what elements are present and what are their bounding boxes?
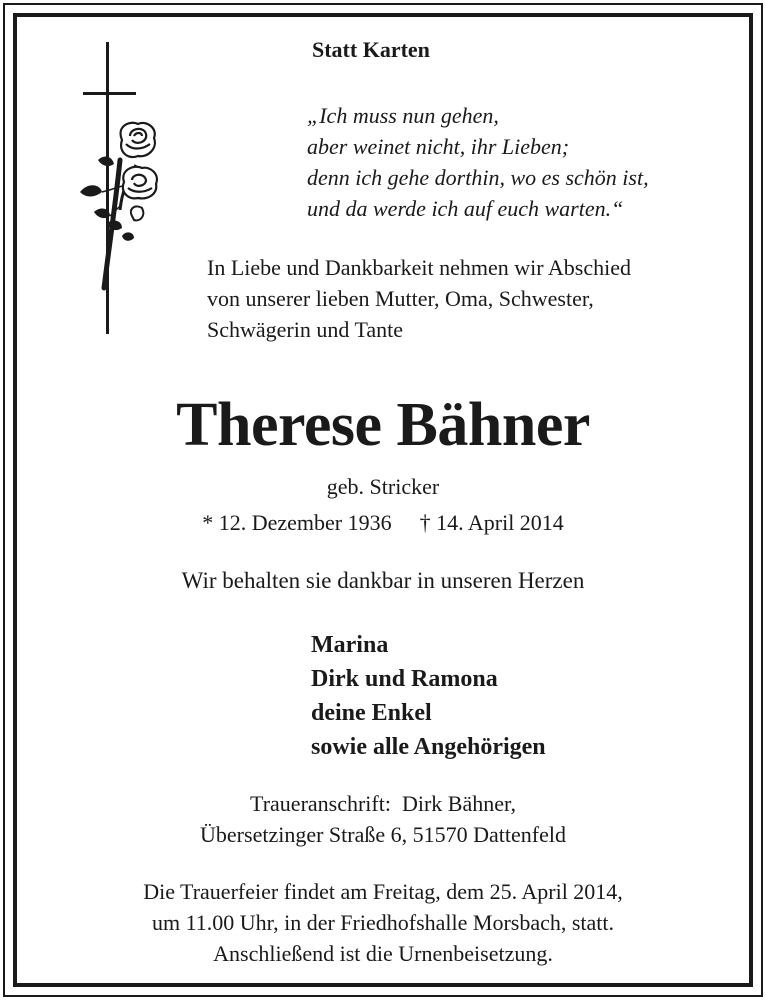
life-dates bbox=[0, 510, 766, 536]
quote-line: aber weinet nicht, ihr Lieben; bbox=[307, 134, 570, 159]
intro-line: In Liebe und Dankbarkeit nehmen wir Abschied bbox=[207, 255, 631, 280]
thanks-line: Wir behalten sie dankbar in unseren Herzen bbox=[181, 568, 585, 593]
mourner: sowie alle Angehörigen bbox=[311, 734, 546, 760]
address-line: Übersetzinger Straße 6, 51570 Dattenfeld bbox=[200, 822, 566, 847]
intro-line: Schwägerin und Tante bbox=[207, 317, 404, 342]
deceased-name: Therese Bähner bbox=[176, 391, 590, 459]
quote bbox=[307, 100, 649, 224]
mourner: Dirk und Ramona bbox=[311, 666, 498, 692]
born-name: geb. Stricker bbox=[326, 474, 440, 499]
service-info bbox=[0, 876, 766, 969]
service-line: Anschließend ist die Urnenbeisetzung. bbox=[213, 941, 553, 966]
quote-line: denn ich gehe dorthin, wo es schön ist, bbox=[307, 165, 649, 190]
address-line: Traueranschrift: Dirk Bähner, bbox=[250, 791, 516, 816]
mourners-list bbox=[311, 628, 546, 764]
service-line: um 11.00 Uhr, in der Friedhofshalle Morsbach, statt. bbox=[151, 910, 615, 935]
service-line: Die Trauerfeier findet am Freitag, dem 25. April 2014, bbox=[143, 879, 623, 904]
mourning-address bbox=[0, 788, 766, 850]
quote-line: „Ich muss nun gehen, bbox=[307, 103, 499, 128]
cross-with-roses-icon bbox=[76, 40, 166, 340]
intro-line: von unserer lieben Mutter, Oma, Schwester, bbox=[207, 286, 594, 311]
mourner: deine Enkel bbox=[311, 700, 432, 726]
death-date: † 14. April 2014 bbox=[419, 510, 564, 535]
mourner: Marina bbox=[311, 632, 389, 658]
quote-line: und da werde ich auf euch warten.“ bbox=[307, 196, 624, 221]
intro-text bbox=[207, 252, 631, 345]
birth-date: * 12. Dezember 1936 bbox=[202, 510, 392, 535]
heading: Statt Karten bbox=[312, 37, 430, 62]
